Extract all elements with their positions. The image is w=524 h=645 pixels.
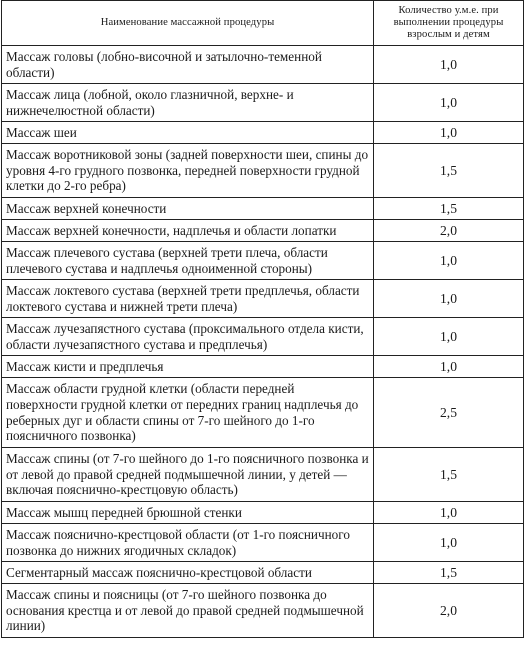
units-value-cell: 2,0 (374, 584, 524, 638)
table-row (2, 318, 524, 356)
units-value-cell: 1,0 (374, 122, 524, 144)
massage-procedures-table (1, 0, 524, 638)
units-value-cell: 1,0 (374, 280, 524, 318)
units-value-cell: 1,5 (374, 448, 524, 502)
table-header-row (2, 1, 524, 46)
table-row (2, 144, 524, 198)
table-row (2, 584, 524, 638)
procedure-name-cell: Массаж головы (лобно-височной и затылочно-теменной области) (2, 46, 374, 84)
procedure-name-cell: Массаж лучезапястного сустава (проксимального отдела кисти, области лучезапястного сустава и предплечья) (2, 318, 374, 356)
table-row (2, 122, 524, 144)
table-row (2, 356, 524, 378)
units-value-cell: 1,0 (374, 242, 524, 280)
procedure-name-cell: Массаж кисти и предплечья (2, 356, 374, 378)
units-value-cell: 1,0 (374, 46, 524, 84)
units-value-cell: 1,0 (374, 84, 524, 122)
header-units-count: Количество у.м.е. при выполнении процедуры взрослым и детям (374, 1, 524, 46)
units-value-cell: 1,0 (374, 318, 524, 356)
procedure-name-cell: Массаж мышц передней брюшной стенки (2, 502, 374, 524)
table-row (2, 84, 524, 122)
procedure-name-cell: Массаж плечевого сустава (верхней трети плеча, области плечевого сустава и надплечья одноименной стороны) (2, 242, 374, 280)
table-body (2, 46, 524, 638)
units-value-cell: 2,5 (374, 378, 524, 448)
header-procedure-name: Наименование массажной процедуры (2, 1, 374, 46)
procedure-name-cell: Массаж верхней конечности (2, 198, 374, 220)
units-value-cell: 1,0 (374, 502, 524, 524)
table-row (2, 220, 524, 242)
table-row (2, 378, 524, 448)
procedure-name-cell: Массаж шеи (2, 122, 374, 144)
units-value-cell: 2,0 (374, 220, 524, 242)
procedure-name-cell: Массаж спины и поясницы (от 7-го шейного позвонка до основания крестца и от левой до правой средней подмышечной линии) (2, 584, 374, 638)
procedure-name-cell: Массаж верхней конечности, надплечья и области лопатки (2, 220, 374, 242)
procedure-name-cell: Массаж спины (от 7-го шейного до 1-го поясничного позвонка и от левой до правой средней подмышечной линии, у детей — включая пояснично-крестцовую область) (2, 448, 374, 502)
procedure-name-cell: Массаж воротниковой зоны (задней поверхности шеи, спины до уровня 4-го грудного позвонка, передней поверхности грудной клетки до 2-го ребра) (2, 144, 374, 198)
procedure-name-cell: Массаж локтевого сустава (верхней трети предплечья, области локтевого сустава и нижней трети плеча) (2, 280, 374, 318)
table-row (2, 198, 524, 220)
table-row (2, 242, 524, 280)
table-row (2, 280, 524, 318)
units-value-cell: 1,0 (374, 524, 524, 562)
table-header (2, 1, 524, 46)
table-row (2, 448, 524, 502)
procedure-name-cell: Массаж области грудной клетки (области передней поверхности грудной клетки от передних границ надплечья до реберных дуг и области спины от 7-го шейного до 1-го поясничного позвонка) (2, 378, 374, 448)
table-row (2, 46, 524, 84)
procedure-name-cell: Сегментарный массаж пояснично-крестцовой области (2, 562, 374, 584)
units-value-cell: 1,5 (374, 198, 524, 220)
table-row (2, 524, 524, 562)
units-value-cell: 1,5 (374, 562, 524, 584)
units-value-cell: 1,5 (374, 144, 524, 198)
units-value-cell: 1,0 (374, 356, 524, 378)
procedure-name-cell: Массаж пояснично-крестцовой области (от 1-го поясничного позвонка до нижних ягодичных складок) (2, 524, 374, 562)
procedure-name-cell: Массаж лица (лобной, около глазничной, верхне- и нижнечелюстной области) (2, 84, 374, 122)
table-row (2, 562, 524, 584)
table-row (2, 502, 524, 524)
